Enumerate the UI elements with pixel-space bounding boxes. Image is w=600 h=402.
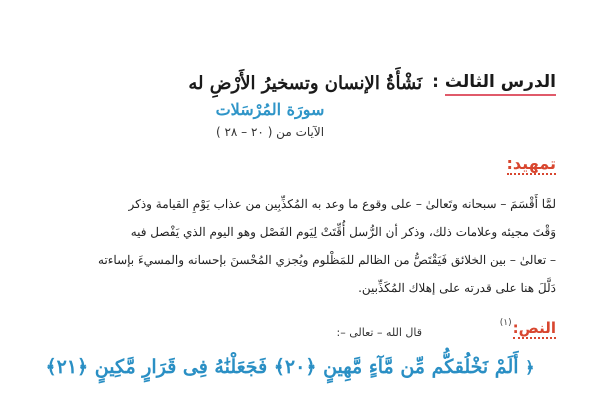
intro-line-1: لمَّا أَقْسَمَ – سبحانه وتَعالىٰ – على وقوع ما وعد به المُكذِّبِين من عذاب يَوْمِ القيامة وذكر	[128, 197, 556, 211]
lesson-colon: :	[432, 72, 439, 92]
lesson-label: الدرس الثالث	[445, 72, 556, 96]
surah-name: سورَة المُرْسَلات	[215, 100, 325, 119]
intro-heading: تمهيد:	[506, 154, 556, 173]
intro-line-3: – تعالىٰ – بين الخلائق فَيَقْتَصُّ من الظالم للمَظْلوم ويُجزي المُحْسنَ بإحسانه والمسيءَ بإساءته	[98, 253, 556, 267]
quran-verse	[40, 356, 540, 378]
lesson-title: نَشْأَةُ الإنسان وتسخيرُ الأَرْضِ له	[188, 73, 423, 94]
text-heading-row	[500, 319, 556, 339]
intro-line-2: وَقْتَ مجيئه وعلامات ذلك، وذكر أن الرُّسل أُقِّتَتْ لِيَوم الفَصْل وهو اليوم الذي يَفْصل فيه	[130, 225, 556, 239]
intro-paragraph	[44, 190, 556, 302]
speaker-line: قال الله – تعالى –:	[336, 326, 422, 339]
ayat-range: الآيات من ( ٢٠ – ٢٨ )	[215, 125, 325, 139]
footnote-marker: (١)	[499, 318, 512, 328]
lesson-heading	[188, 62, 556, 96]
verse-text: أَلَمْ نَخْلُقكُّم مِّن مَّآءٍ مَّهِينٍ ﴿٢٠﴾ فَجَعَلْنَٰهُ فِى قَرَارٍ مَّكِينٍ ﴿٢١﴾	[45, 356, 519, 378]
verse-ornament-icon: ﴿	[525, 358, 535, 377]
intro-line-4: دَلَّلَ هنا على قدرته على إهلاك المُكَذِّبين.	[358, 281, 556, 295]
text-heading: النص:	[512, 319, 556, 337]
